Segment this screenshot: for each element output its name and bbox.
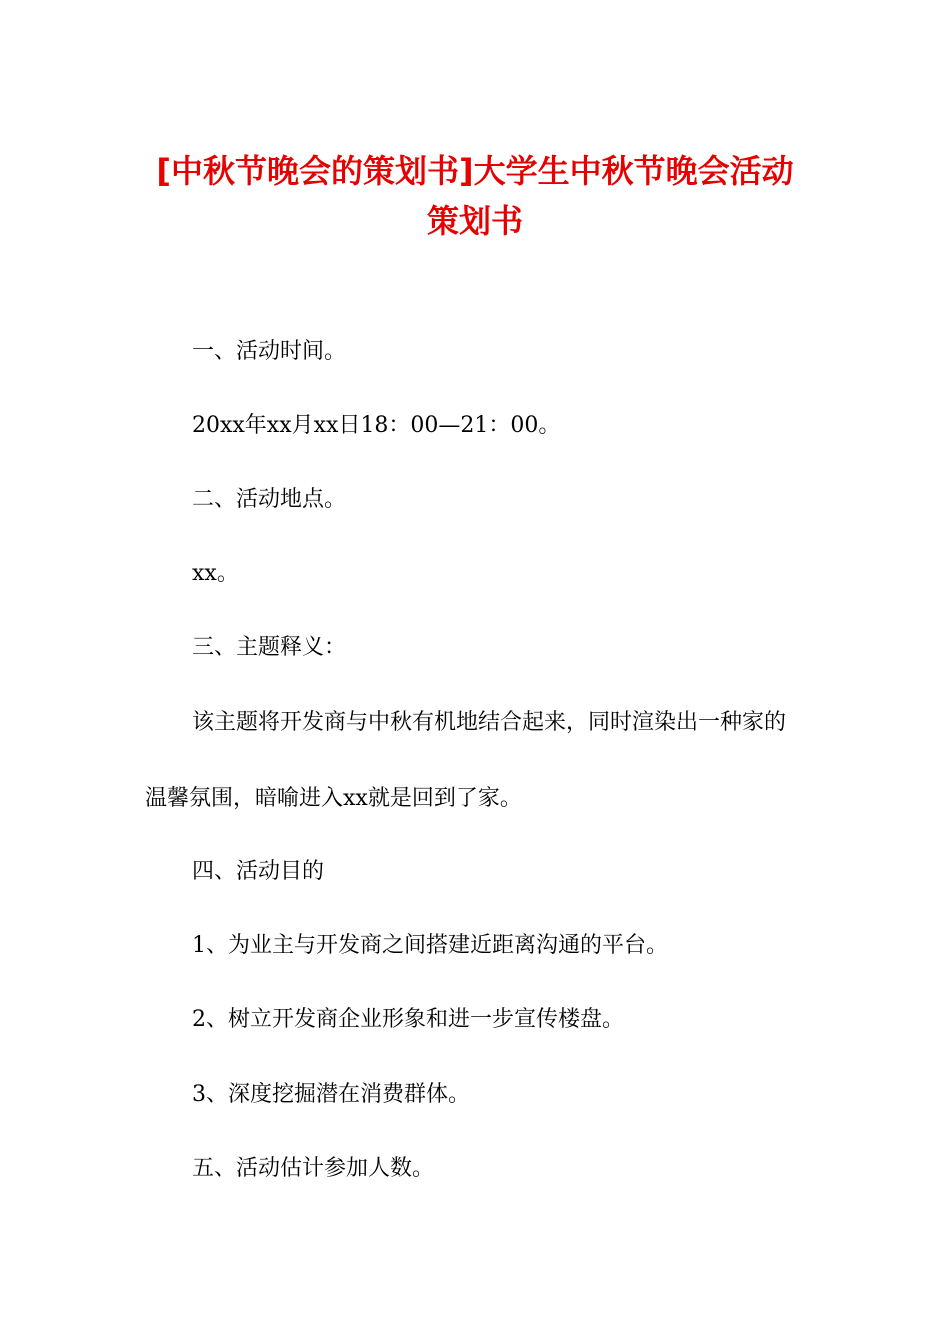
section-heading-location: 二、活动地点。 xyxy=(192,487,347,512)
section-heading-time: 一、活动时间。 xyxy=(192,339,347,364)
list-item-purpose-1: 1、为业主与开发商之间搭建近距离沟通的平台。 xyxy=(192,933,668,958)
list-item-purpose-3: 3、深度挖掘潜在消费群体。 xyxy=(192,1082,470,1107)
paragraph-time-value: 20xx年xx月xx日18：00—21：00。 xyxy=(192,413,561,438)
list-item-purpose-2: 2、树立开发商企业形象和进一步宣传楼盘。 xyxy=(192,1007,624,1032)
document-title: [中秋节晚会的策划书]大学生中秋节晚会活动策划书 xyxy=(156,152,794,240)
section-heading-purpose: 四、活动目的 xyxy=(192,859,325,884)
section-heading-attendance: 五、活动估计参加人数。 xyxy=(192,1156,435,1181)
paragraph-theme-description: 该主题将开发商与中秋有机地结合起来，同时渲染出一种家的温馨氛围，暗喻进入xx就是回到了家。 xyxy=(145,710,787,811)
section-heading-theme: 三、主题释义： xyxy=(192,635,347,660)
paragraph-location-value: xx。 xyxy=(192,561,239,586)
